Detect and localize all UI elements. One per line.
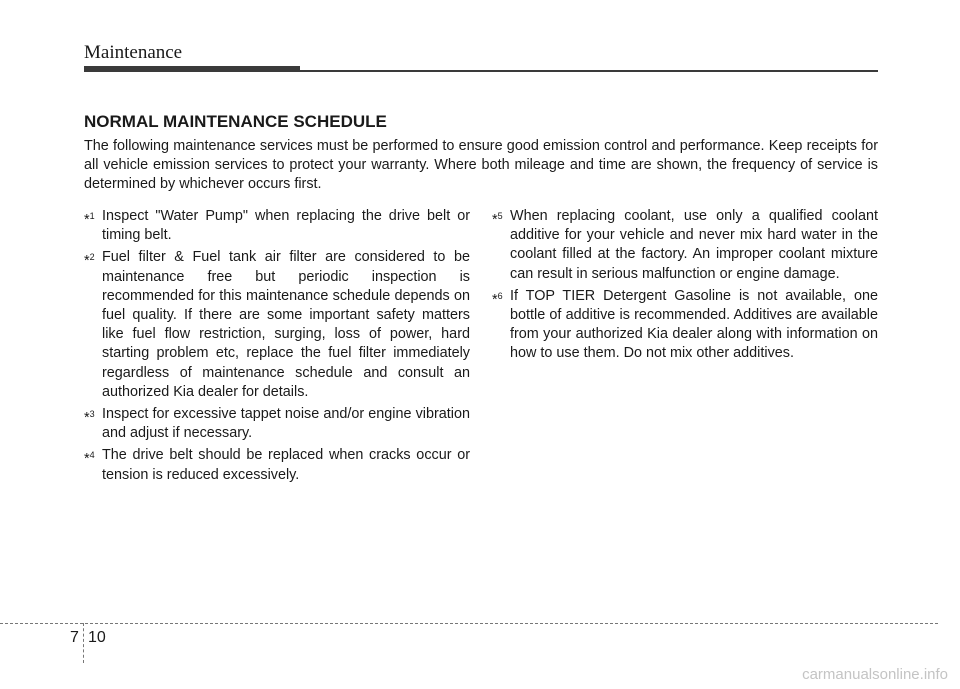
footnote-1: [84, 207, 470, 245]
chapter-number: 7: [70, 629, 79, 646]
footnote-text: Fuel filter & Fuel tank air filter are considered to be maintenance free but periodic inspection is recommended for this maintenance schedule depends on fuel quality. If there are some important safety matters like fuel flow restriction, surging, loss of power, hard starting problem etc, replace the fuel filter immediately regardless of maintenance schedule and consult an authorized Kia dealer for details.: [102, 249, 470, 400]
page-heading: NORMAL MAINTENANCE SCHEDULE: [84, 112, 387, 131]
footnote-6: [492, 287, 878, 364]
footnote-text: Inspect for excessive tappet noise and/or engine vibration and adjust if necessary.: [102, 406, 470, 442]
footnote-5: [492, 207, 878, 284]
footnote-marker: *$^1$: [84, 211, 95, 228]
footnote-marker: *$^5$: [492, 211, 503, 228]
footnote-3: [84, 405, 470, 443]
notes-right-column: [492, 207, 878, 367]
footnote-text: If TOP TIER Detergent Gasoline is not available, one bottle of additive is recommended. Additives are available from your authorized Kia dealer along with information on how to use them. Do not mix other additives.: [510, 287, 878, 362]
header-rule-accent: [84, 66, 300, 72]
footnote-marker: *$^2$: [84, 252, 95, 270]
footnote-text: The drive belt should be replaced when cracks occur or tension is reduced excessively.: [102, 447, 470, 483]
footer-rule: [0, 623, 938, 624]
footnote-4: [84, 446, 470, 484]
footnote-marker: *$^3$: [84, 409, 95, 427]
section-title: Maintenance: [84, 42, 183, 63]
page-number: 10: [88, 629, 106, 646]
footnote-marker: *$^6$: [492, 290, 503, 308]
footnote-text: When replacing coolant, use only a qualified coolant additive for your vehicle and never mix hard water in the coolant filled at the factory. An improper coolant mixture can result in serious malfunction or engine damage.: [510, 208, 878, 282]
footnote-text: Inspect "Water Pump" when replacing the drive belt or timing belt.: [102, 208, 470, 244]
watermark: carmanualsonline.info: [802, 666, 948, 683]
notes-left-column: [84, 207, 470, 488]
footer-separator: [83, 623, 84, 663]
footnote-2: [84, 248, 470, 402]
intro-paragraph: The following maintenance services must be performed to ensure good emission control and performance. Keep receipts for all vehicle emission services to protect your warranty. Where both mileage and time are shown, the frequency of service is determined by whichever occurs first.: [84, 138, 878, 192]
footnote-marker: *$^4$: [84, 450, 95, 468]
